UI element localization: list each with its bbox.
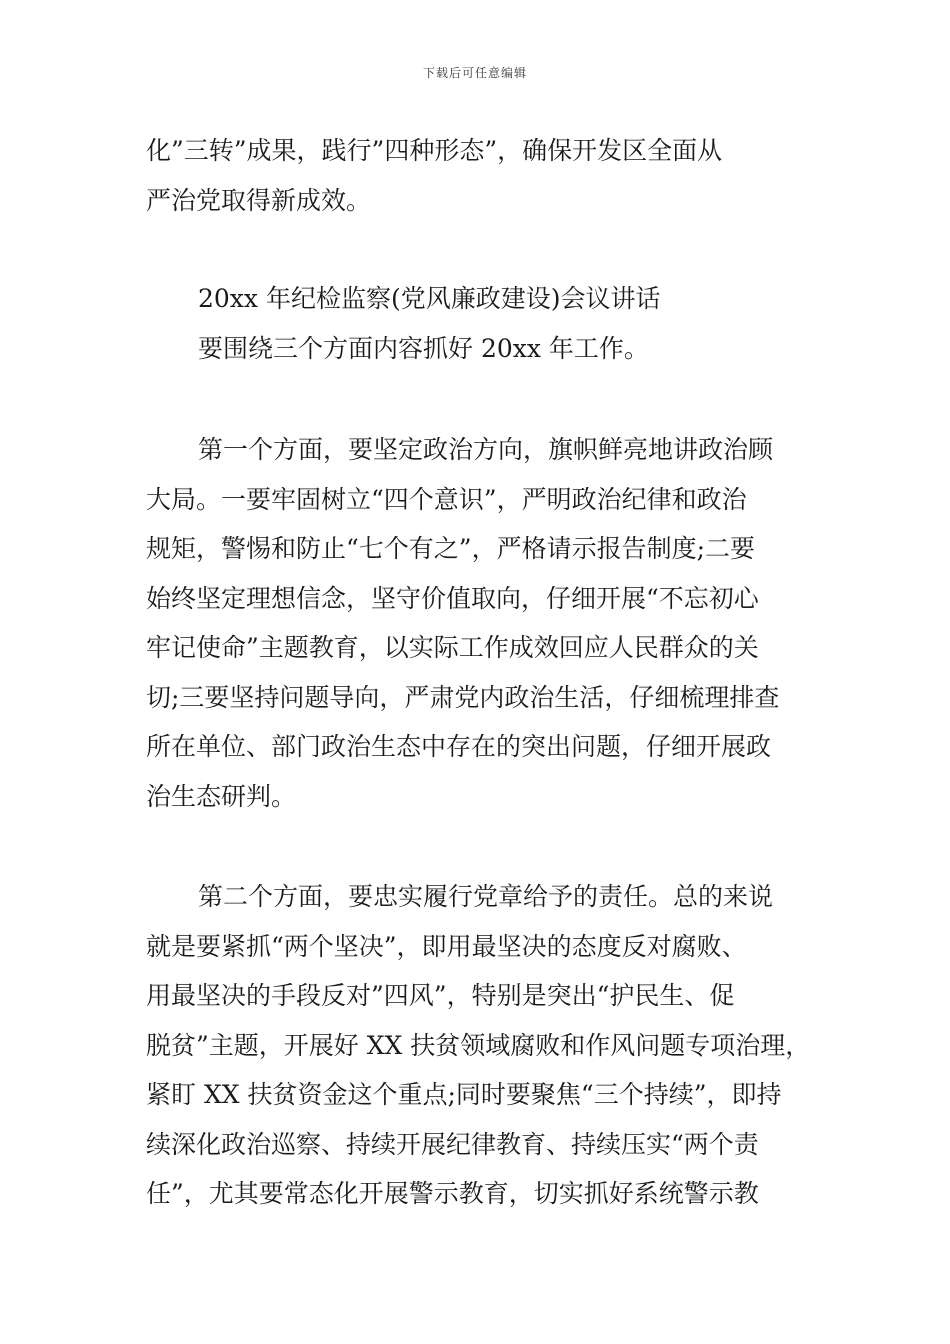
paragraph-line: 用最坚决的手段反对”四风”，特别是突出“护民生、促 (146, 981, 735, 1010)
page-header: 下载后可任意编辑 (422, 66, 527, 80)
paragraph-line: 任”，尤其要常态化开展警示教育，切实抓好系统警示教 (146, 1179, 759, 1208)
intro-paragraph (146, 126, 826, 225)
speech-subtitle: 要围绕三个方面内容抓好 20xx 年工作。 (198, 333, 649, 363)
paragraph-line: 规矩，警惕和防止“七个有之”，严格请示报告制度;二要 (146, 534, 755, 563)
paragraph-line: 牢记使命”主题教育，以实际工作成效回应人民群众的关 (146, 633, 759, 662)
paragraph-line: 大局。一要牢固树立“四个意识”，严明政治纪律和政治 (146, 484, 747, 514)
speech-title-paragraph (146, 274, 826, 373)
paragraph-line: 始终坚定理想信念，坚守价值取向，仔细开展“不忘初心 (146, 583, 759, 613)
paragraph-line: 就是要紧抓“两个坚决”，即用最坚决的态度反对腐败、 (146, 931, 747, 961)
second-aspect-paragraph (146, 872, 826, 1219)
paragraph-line: 续深化政治巡察、持续开展纪律教育、持续压实“两个责 (146, 1129, 759, 1159)
paragraph-line: 严治党取得新成效。 (146, 185, 372, 215)
paragraph-line: 治生态研判。 (146, 781, 297, 811)
paragraph-line: 切;三要坚持问题导向，严肃党内政治生活，仔细梳理排查 (146, 682, 780, 712)
paragraph-line: 第二个方面，要忠实履行党章给予的责任。总的来说 (198, 882, 774, 911)
paragraph-line: 脱贫”主题，开展好 XX 扶贫领域腐败和作风问题专项治理， (146, 1030, 811, 1060)
speech-title: 20xx 年纪检监察(党风廉政建设)会议讲话 (198, 284, 661, 313)
first-aspect-paragraph (146, 425, 826, 821)
paragraph-line: 化”三转”成果，践行”四种形态”，确保开发区全面从 (146, 136, 723, 165)
paragraph-line: 所在单位、部门政治生态中存在的突出问题，仔细开展政 (146, 732, 772, 761)
paragraph-line: 第一个方面，要坚定政治方向，旗帜鲜亮地讲政治顾 (198, 435, 774, 464)
paragraph-line: 紧盯 XX 扶贫资金这个重点;同时要聚焦“三个持续”，即持 (146, 1080, 782, 1109)
